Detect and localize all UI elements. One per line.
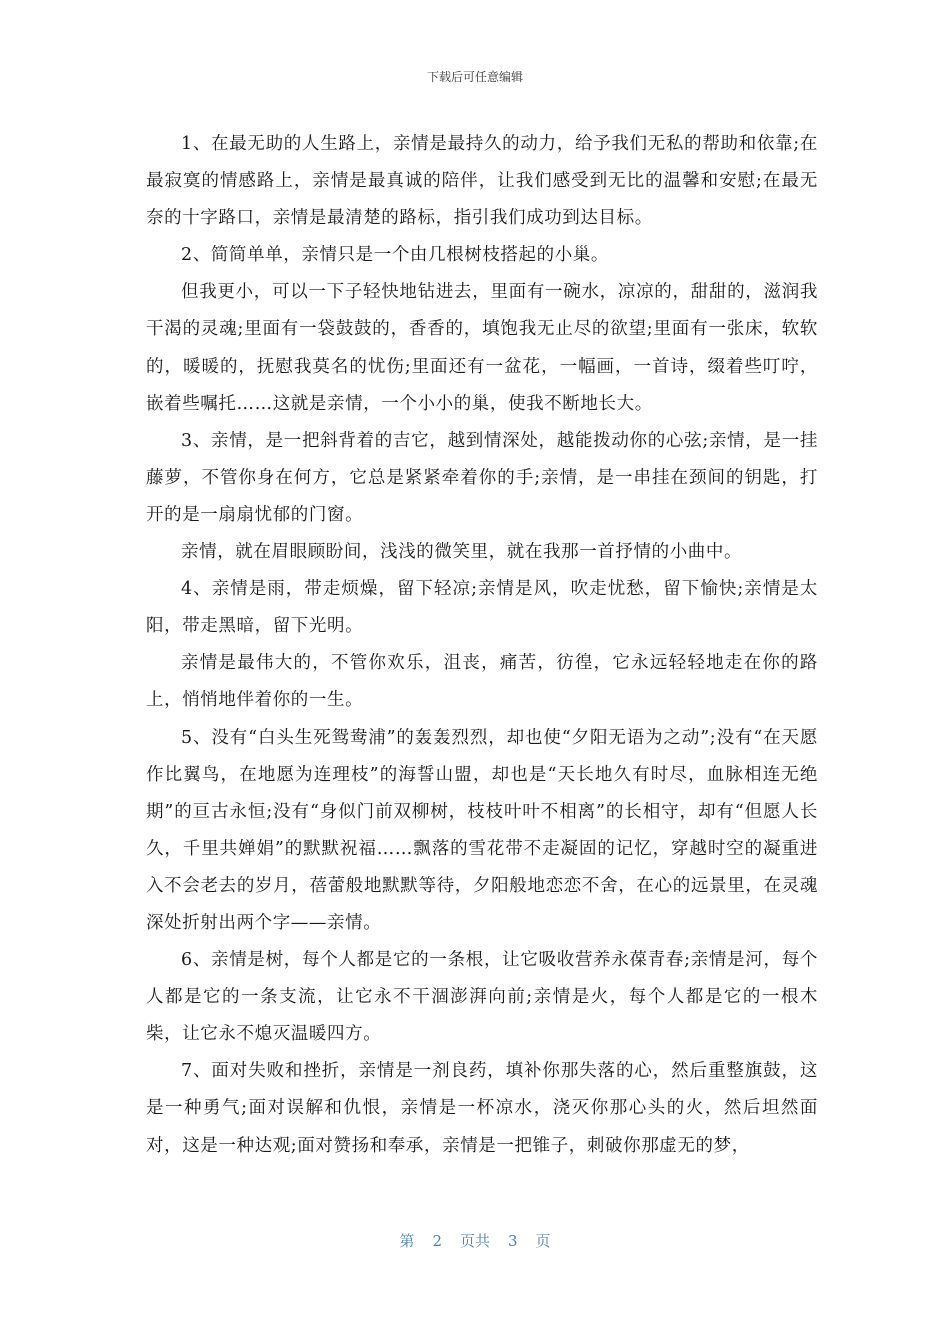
page-header: 下载后可任意编辑 <box>426 70 523 84</box>
page-footer <box>0 1230 950 1251</box>
footer-current-page: 2 <box>432 1232 442 1250</box>
paragraph-4: 3、亲情，是一把斜背着的吉它，越到情深处，越能拨动你的心弦;亲情，是一挂藤萝，不管你身在何方，它总是紧紧牵着你的手;亲情，是一串挂在颈间的钥匙，打开的是一扇扇忧郁的门窗。 <box>146 430 818 525</box>
paragraph-9: 6、亲情是树，每个人都是它的一条根，让它吸收营养永葆青春;亲情是河，每个人都是它的一条支流，让它永不干涸澎湃向前;亲情是火，每个人都是它的一根木柴，让它永不熄灭温暖四方。 <box>146 950 818 1045</box>
footer-suffix: 页 <box>535 1232 551 1250</box>
document-body <box>146 126 818 1165</box>
paragraph-3: 但我更小，可以一下子轻快地钻进去，里面有一碗水，凉凉的，甜甜的，滋润我干渴的灵魂;里面有一袋鼓鼓的，香香的，填饱我无止尽的欲望;里面有一张床，软软的，暖暖的，抚慰我莫名的忧伤;里面还有一盆花，一幅画，一首诗，缀着些叮咛，嵌着些嘱托……这就是亲情，一个小小的巢，使我不断地长大。 <box>146 282 818 414</box>
paragraph-5: 亲情，就在眉眼顾盼间，浅浅的微笑里，就在我那一首抒情的小曲中。 <box>181 542 743 563</box>
paragraph-8: 5、没有“白头生死鸳鸯浦”的轰轰烈烈，却也使“夕阳无语为之动”;没有“在天愿作比翼鸟，在地愿为连理枝”的海誓山盟，却也是“天长地久有时尽，血脉相连无绝期”的亘古永恒;没有“身似门前双柳树，枝枝叶叶不相离”的长相守，却有“但愿人长久，千里共婵娟”的默默祝福……飘落的雪花带不走凝固的记忆，穿越时空的凝重进入不会老去的岁月，蓓蕾般地默默等待，夕阳般地恋恋不舍，在心的远景里，在灵魂深处折射出两个字——亲情。 <box>146 727 818 933</box>
paragraph-10: 7、面对失败和挫折，亲情是一剂良药，填补你那失落的心，然后重整旗鼓，这是一种勇气;面对误解和仇恨，亲情是一杯凉水，浇灭你那心头的火，然后坦然面对，这是一种达观;面对赞扬和奉承，亲情是一把锥子，刺破你那虚无的梦， <box>146 1061 818 1156</box>
paragraph-2: 2、简简单单，亲情只是一个由几根树枝搭起的小巢。 <box>181 245 610 266</box>
paragraph-1: 1、在最无助的人生路上，亲情是最持久的动力，给予我们无私的帮助和依靠;在最寂寞的情感路上，亲情是最真诚的陪伴，让我们感受到无比的温馨和安慰;在最无奈的十字路口，亲情是最清楚的路标，指引我们成功到达目标。 <box>146 134 818 229</box>
footer-middle: 页共 <box>459 1232 490 1250</box>
footer-total-pages: 3 <box>508 1232 518 1250</box>
paragraph-7: 亲情是最伟大的，不管你欢乐，沮丧，痛苦，彷徨，它永远轻轻地走在你的路上，悄悄地伴着你的一生。 <box>146 653 818 711</box>
footer-prefix: 第 <box>399 1232 415 1250</box>
paragraph-6: 4、亲情是雨，带走烦燥，留下轻凉;亲情是风，吹走忧愁，留下愉快;亲情是太阳，带走黑暗，留下光明。 <box>146 579 818 637</box>
